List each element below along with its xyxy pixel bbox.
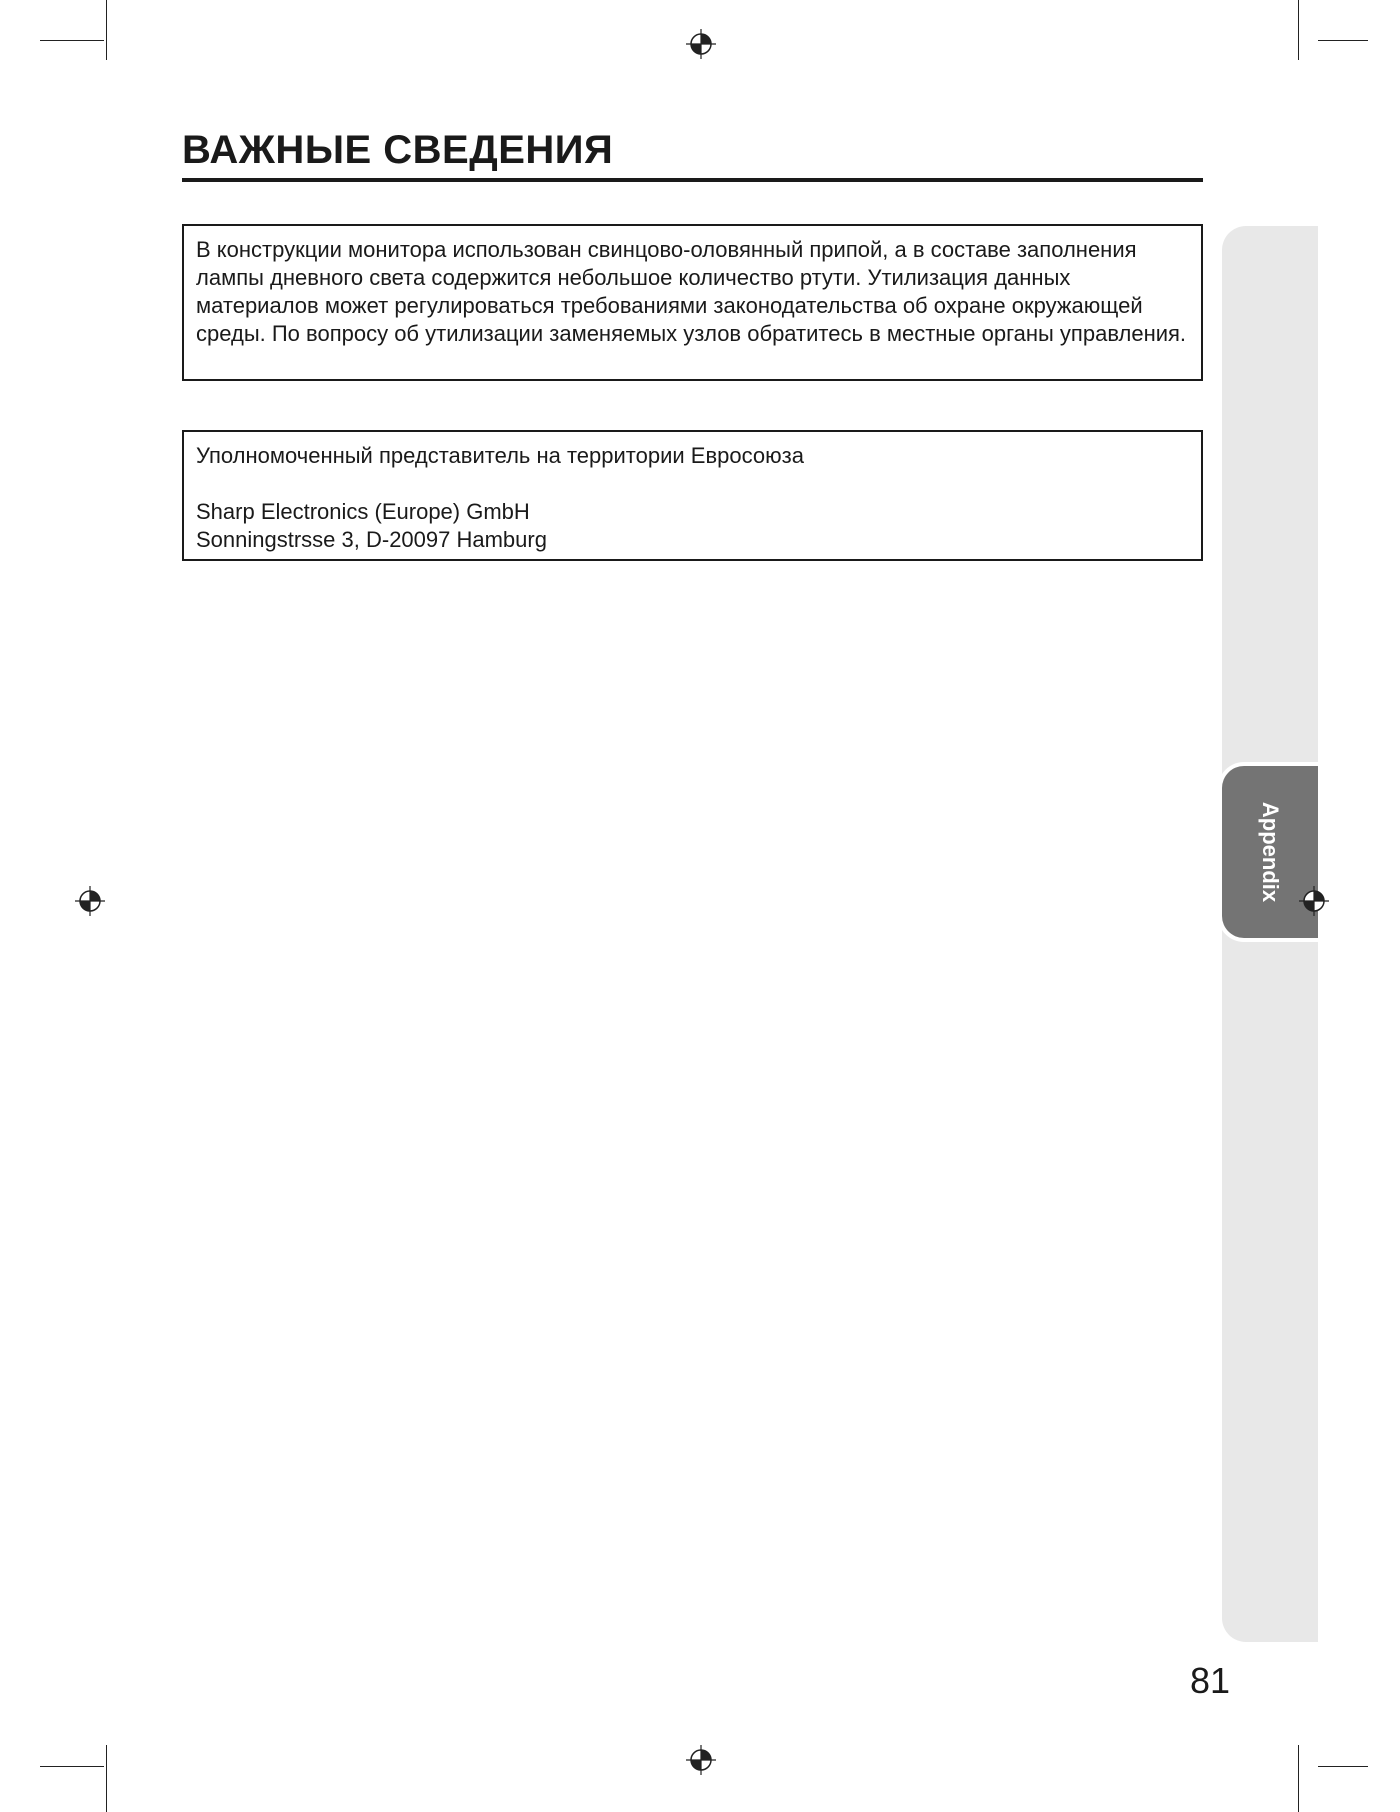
representative-heading: Уполномоченный представитель на территории Евросоюза: [196, 443, 804, 468]
crop-mark: [106, 1745, 107, 1812]
crop-mark: [1298, 1745, 1299, 1812]
notice-box: [182, 224, 1203, 381]
notice-text: В конструкции монитора использован свинцово-оловянный припой, а в составе заполнения лампы дневного света содержится небольшое количество ртути. Утилизация данных материалов может регулироваться требованиями законодательства об охране окружающей среды. По вопросу об утилизации заменяемых узлов обратитесь в местные органы управления.: [196, 237, 1187, 346]
registration-mark-icon: [686, 1745, 716, 1775]
registration-mark-icon: [1299, 886, 1329, 916]
appendix-tab-label: Appendix: [1258, 801, 1284, 903]
crop-mark: [106, 0, 107, 60]
crop-mark: [1318, 40, 1368, 41]
registration-mark-icon: [686, 29, 716, 59]
representative-company: Sharp Electronics (Europe) GmbH: [196, 499, 530, 524]
page-number: 81: [1189, 1660, 1230, 1701]
representative-box: [182, 430, 1203, 561]
representative-address: Sonningstrsse 3, D-20097 Hamburg: [196, 527, 547, 552]
crop-mark: [1298, 0, 1299, 60]
title-underline: [182, 178, 1203, 182]
crop-mark: [1318, 1766, 1368, 1767]
crop-mark: [40, 40, 104, 41]
registration-mark-icon: [75, 886, 105, 916]
crop-mark: [40, 1766, 104, 1767]
page-title: ВАЖНЫЕ СВЕДЕНИЯ: [182, 128, 614, 172]
